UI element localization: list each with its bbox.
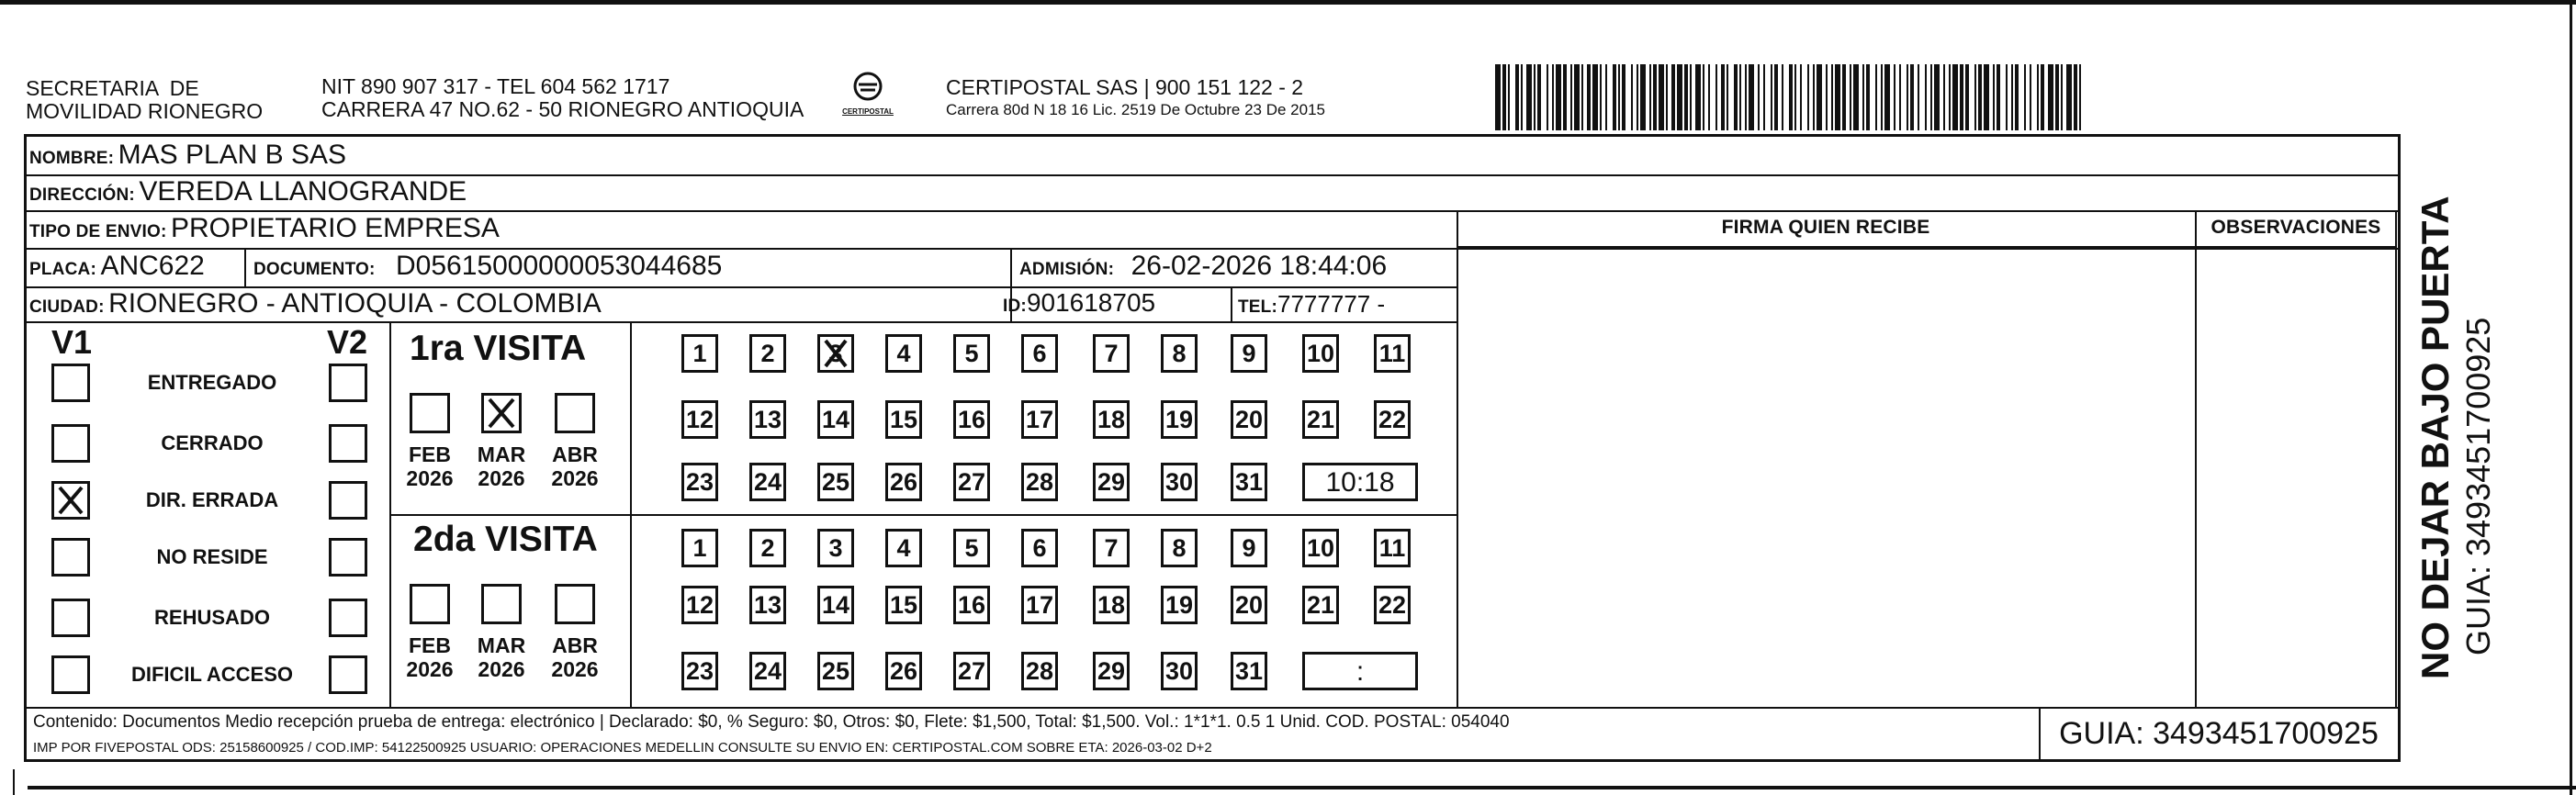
barcode-bar bbox=[1853, 64, 1859, 130]
month-name: MAR bbox=[477, 633, 526, 657]
barcode-bar bbox=[1794, 64, 1796, 130]
address-line: CARRERA 47 NO.62 - 50 RIONEGRO ANTIOQUIA bbox=[321, 97, 804, 121]
day-box[interactable]: 27 bbox=[953, 463, 990, 501]
month-name: FEB bbox=[409, 442, 451, 466]
day-box[interactable]: 13 bbox=[749, 400, 786, 439]
day-box[interactable]: 10 bbox=[1302, 529, 1339, 567]
day-box[interactable]: 31 bbox=[1231, 463, 1267, 501]
status-label: REHUSADO bbox=[154, 606, 270, 629]
day-box[interactable]: 2 bbox=[749, 334, 786, 373]
contenido-line: Contenido: Documentos Medio recepción prueba de entrega: electrónico | Declarado: $0, % Seguro: $0, Otros: $0, Flete: $1,500, Total: $1,500. Vol.: 1*1*1. 0.5 1 Unid. COD. POSTAL: 054040 bbox=[33, 712, 1510, 732]
month-label bbox=[397, 633, 463, 681]
day-box[interactable]: 19 bbox=[1161, 586, 1198, 624]
v1-checkbox[interactable] bbox=[51, 599, 90, 637]
day-box[interactable]: 16 bbox=[953, 586, 990, 624]
x-mark-icon bbox=[54, 484, 87, 517]
day-box[interactable]: 17 bbox=[1021, 586, 1058, 624]
barcode-bar bbox=[1563, 64, 1567, 130]
firma-header bbox=[1457, 217, 2195, 239]
barcode-bar bbox=[1993, 64, 1995, 130]
top-border bbox=[0, 0, 2576, 5]
rule-7 bbox=[24, 707, 2401, 709]
time-box[interactable]: 10:18 bbox=[1302, 463, 1418, 501]
barcode-bar bbox=[1774, 64, 1778, 130]
barcode-bar bbox=[1618, 64, 1620, 130]
barcode-bar bbox=[1925, 64, 1927, 130]
barcode-bar bbox=[1495, 64, 1501, 130]
second-visit-title: 2da VISITA bbox=[413, 520, 598, 559]
barcode-bar bbox=[1631, 64, 1633, 130]
barcode-bar bbox=[1653, 64, 1657, 130]
barcode-bar bbox=[2037, 64, 2039, 130]
barcode-bar bbox=[1949, 64, 1951, 130]
barcode-bar bbox=[2048, 64, 2053, 130]
day-box[interactable]: 6 bbox=[1021, 334, 1058, 373]
placa-row bbox=[29, 251, 205, 282]
day-box[interactable]: 14 bbox=[817, 586, 854, 624]
barcode-bar bbox=[1800, 64, 1802, 130]
ciudad-label: CIUDAD: bbox=[29, 297, 105, 317]
barcode-bar bbox=[1943, 64, 1945, 130]
barcode-bar bbox=[2074, 64, 2077, 130]
barcode-bar bbox=[1521, 64, 1523, 130]
observaciones-label: OBSERVACIONES bbox=[2210, 217, 2381, 238]
barcode-bar bbox=[2011, 64, 2013, 130]
nombre-value: MAS PLAN B SAS bbox=[118, 140, 347, 170]
admision-label: ADMISIÓN: bbox=[1019, 260, 1115, 279]
right-border bbox=[2570, 0, 2572, 795]
barcode-bar bbox=[1817, 64, 1822, 130]
barcode-bar bbox=[1910, 64, 1914, 130]
barcode-bar bbox=[1739, 64, 1741, 130]
day-box[interactable]: 13 bbox=[749, 586, 786, 624]
barcode-bar bbox=[1842, 64, 1846, 130]
v1-checkbox[interactable] bbox=[51, 364, 90, 402]
day-box[interactable]: 29 bbox=[1093, 463, 1130, 501]
barcode-bar bbox=[1866, 64, 1870, 130]
barcode-bar bbox=[1537, 64, 1541, 130]
col-obs-left bbox=[2195, 210, 2197, 707]
month-checkbox[interactable] bbox=[481, 393, 522, 433]
barcode-bar bbox=[1835, 64, 1840, 130]
barcode-bar bbox=[1613, 64, 1616, 130]
direccion-label: DIRECCIÓN: bbox=[29, 185, 135, 205]
barcode-bar bbox=[1918, 64, 1919, 130]
month-label bbox=[542, 633, 608, 681]
barcode-bar bbox=[1715, 64, 1717, 130]
barcode-bar bbox=[1552, 64, 1554, 130]
barcode-bar bbox=[1671, 64, 1675, 130]
direccion-row bbox=[29, 176, 467, 207]
barcode-bar bbox=[1789, 64, 1793, 130]
barcode-bar bbox=[1666, 64, 1668, 130]
day-box[interactable]: 12 bbox=[681, 586, 718, 624]
month-name: FEB bbox=[409, 633, 451, 657]
barcode-bar bbox=[1659, 64, 1664, 130]
day-box[interactable]: 15 bbox=[885, 400, 922, 439]
bottom-border bbox=[28, 786, 2576, 789]
month-label bbox=[397, 442, 463, 490]
status-label: CERRADO bbox=[161, 431, 264, 454]
nombre-label: NOMBRE: bbox=[29, 149, 115, 168]
barcode-bar bbox=[1592, 64, 1598, 130]
col-placa bbox=[244, 248, 246, 286]
barcode-bar bbox=[1875, 64, 1877, 130]
barcode-bar bbox=[1826, 64, 1828, 130]
barcode-bar bbox=[1997, 64, 2000, 130]
ciudad-row bbox=[29, 288, 602, 319]
issuer bbox=[26, 77, 263, 123]
tipo-row bbox=[29, 213, 500, 244]
barcode-bar bbox=[1771, 64, 1772, 130]
month-name: MAR bbox=[477, 442, 526, 466]
status-label: DIFICIL ACCESO bbox=[130, 663, 293, 686]
barcode-bar bbox=[2066, 64, 2072, 130]
no-dejar-bajo-puerta: NO DEJAR BAJO PUERTA bbox=[2413, 196, 2457, 679]
month-year: 2026 bbox=[551, 466, 599, 490]
barcode-bar bbox=[1831, 64, 1833, 130]
rule-firma-header bbox=[1457, 246, 2397, 248]
month-checkbox[interactable] bbox=[410, 393, 450, 433]
v1-checkbox[interactable] bbox=[51, 538, 90, 577]
barcode-bar bbox=[1502, 64, 1506, 130]
day-box[interactable]: 18 bbox=[1093, 586, 1130, 624]
barcode-bar bbox=[1684, 64, 1688, 130]
barcode-bar bbox=[1721, 64, 1725, 130]
status-label: DIR. ERRADA bbox=[145, 488, 279, 511]
imp-line: IMP POR FIVEPOSTAL ODS: 25158600925 / COD.IMP: 54122500925 USUARIO: OPERACIONES MEDELLIN CONSULTE SU ENVIO EN: CERTIPOSTAL.COM SOBRE ETA: 2026-03-02 D+2 bbox=[33, 740, 1212, 756]
tipo-label: TIPO DE ENVIO: bbox=[29, 222, 167, 241]
barcode-bar bbox=[1677, 64, 1682, 130]
barcode-bar bbox=[1934, 64, 1940, 130]
month-year: 2026 bbox=[478, 657, 525, 681]
nombre-row bbox=[29, 140, 346, 171]
guia-box: GUIA: 3493451700925 bbox=[2059, 716, 2379, 751]
tel-row bbox=[1238, 290, 1385, 319]
v2-checkbox[interactable] bbox=[329, 655, 367, 694]
barcode-bar bbox=[1862, 64, 1864, 130]
barcode-bar bbox=[1807, 64, 1809, 130]
day-box[interactable]: 4 bbox=[885, 529, 922, 567]
barcode-bar bbox=[1978, 64, 1982, 130]
col-status bbox=[389, 321, 391, 707]
barcode-bar bbox=[1782, 64, 1783, 130]
certipostal-logo-icon bbox=[849, 72, 886, 105]
day-box[interactable]: 21 bbox=[1302, 400, 1339, 439]
barcode-bar bbox=[1649, 64, 1651, 130]
barcode-bar bbox=[1749, 64, 1754, 130]
barcode-bar bbox=[2041, 64, 2044, 130]
day-box[interactable]: 16 bbox=[953, 400, 990, 439]
day-box[interactable]: 15 bbox=[885, 586, 922, 624]
day-box[interactable]: 25 bbox=[817, 463, 854, 501]
barcode-bar bbox=[1984, 64, 1989, 130]
day-box[interactable]: 26 bbox=[885, 652, 922, 690]
day-box[interactable]: 3 bbox=[817, 334, 854, 373]
day-box[interactable]: 24 bbox=[749, 463, 786, 501]
barcode-bar bbox=[2006, 64, 2008, 130]
month-year: 2026 bbox=[406, 657, 454, 681]
day-box[interactable]: 19 bbox=[1161, 400, 1198, 439]
day-box[interactable]: 1 bbox=[681, 529, 718, 567]
tel-label: TEL: bbox=[1238, 297, 1278, 317]
day-box[interactable]: 23 bbox=[681, 463, 718, 501]
barcode-bar bbox=[1734, 64, 1738, 130]
barcode-bar bbox=[1881, 64, 1883, 130]
v1-checkbox[interactable] bbox=[51, 481, 90, 520]
day-box[interactable]: 26 bbox=[885, 463, 922, 501]
v2-checkbox[interactable] bbox=[329, 481, 367, 520]
day-box[interactable]: 4 bbox=[885, 334, 922, 373]
logo-text: CERTIPOSTAL bbox=[842, 107, 894, 116]
barcode-bar bbox=[1727, 64, 1728, 130]
admision-value: 26-02-2026 18:44:06 bbox=[1131, 251, 1388, 281]
day-box[interactable]: 27 bbox=[953, 652, 990, 690]
month-label bbox=[468, 442, 534, 490]
x-mark-icon bbox=[820, 337, 851, 370]
side-guia: GUIA: 3493451700925 bbox=[2459, 317, 2497, 655]
v2-checkbox[interactable] bbox=[329, 538, 367, 577]
barcode-bar bbox=[1570, 64, 1572, 130]
day-box[interactable]: 28 bbox=[1021, 652, 1058, 690]
day-box[interactable]: 12 bbox=[681, 400, 718, 439]
day-box[interactable]: 22 bbox=[1374, 400, 1411, 439]
barcode-bar bbox=[1640, 64, 1646, 130]
barcode-bar bbox=[1587, 64, 1591, 130]
barcode-bar bbox=[1581, 64, 1583, 130]
issuer-line-1: SECRETARIA DE bbox=[26, 76, 199, 100]
barcode-bar bbox=[1703, 64, 1704, 130]
day-box[interactable]: 11 bbox=[1374, 334, 1411, 373]
placa-label: PLACA: bbox=[29, 260, 96, 279]
day-box[interactable]: 8 bbox=[1161, 334, 1198, 373]
rule-2 bbox=[24, 210, 2401, 212]
v2-checkbox[interactable] bbox=[329, 424, 367, 463]
time-box[interactable]: : bbox=[1302, 652, 1418, 690]
x-mark-icon bbox=[484, 396, 519, 431]
day-box[interactable]: 5 bbox=[953, 334, 990, 373]
day-box[interactable]: 17 bbox=[1021, 400, 1058, 439]
direccion-value: VEREDA LLANOGRANDE bbox=[139, 176, 467, 207]
day-box[interactable]: 5 bbox=[953, 529, 990, 567]
ciudad-value: RIONEGRO - ANTIOQUIA - COLOMBIA bbox=[108, 288, 602, 319]
barcode-bar bbox=[1534, 64, 1535, 130]
barcode-bar bbox=[2024, 64, 2026, 130]
tel-value: 7777777 - bbox=[1277, 290, 1386, 318]
barcode-bar bbox=[1690, 64, 1692, 130]
nit-block bbox=[321, 75, 804, 121]
v1-checkbox[interactable] bbox=[51, 424, 90, 463]
day-box[interactable]: 30 bbox=[1161, 652, 1198, 690]
day-box[interactable]: 9 bbox=[1231, 529, 1267, 567]
issuer-line-2: MOVILIDAD RIONEGRO bbox=[26, 99, 264, 123]
barcode-bar bbox=[1965, 64, 1969, 130]
carrier-block bbox=[946, 75, 1325, 121]
day-box[interactable]: 20 bbox=[1231, 586, 1267, 624]
barcode-bar bbox=[2015, 64, 2019, 130]
documento-value: D05615000000053044685 bbox=[396, 251, 723, 281]
day-box[interactable]: 7 bbox=[1093, 529, 1130, 567]
barcode-bar bbox=[1763, 64, 1765, 130]
day-box[interactable]: 14 bbox=[817, 400, 854, 439]
month-checkbox[interactable] bbox=[410, 584, 450, 624]
barcode-bar bbox=[1894, 64, 1895, 130]
barcode-bar bbox=[2061, 64, 2063, 130]
day-box[interactable]: 2 bbox=[749, 529, 786, 567]
day-box[interactable]: 9 bbox=[1231, 334, 1267, 373]
placa-value: ANC622 bbox=[100, 251, 205, 281]
col-months bbox=[630, 321, 632, 707]
day-box[interactable]: 23 bbox=[681, 652, 718, 690]
barcode-bar bbox=[1952, 64, 1958, 130]
barcode-bar bbox=[1637, 64, 1638, 130]
day-box[interactable]: 11 bbox=[1374, 529, 1411, 567]
v2-checkbox[interactable] bbox=[329, 599, 367, 637]
barcode-bar bbox=[1508, 64, 1510, 130]
id-label: ID: bbox=[1003, 297, 1027, 316]
v2-checkbox[interactable] bbox=[329, 364, 367, 402]
barcode-bar bbox=[1515, 64, 1519, 130]
left-tick bbox=[13, 769, 15, 795]
day-box[interactable]: 28 bbox=[1021, 463, 1058, 501]
certipostal-logo bbox=[830, 72, 906, 129]
barcode-bar bbox=[2079, 64, 2081, 130]
carrier-license: Carrera 80d N 18 16 Lic. 2519 De Octubre 23 De 2015 bbox=[946, 101, 1325, 118]
barcode-bar bbox=[1930, 64, 1932, 130]
barcode-bar bbox=[1974, 64, 1976, 130]
barcode-bar bbox=[1695, 64, 1701, 130]
month-year: 2026 bbox=[551, 657, 599, 681]
id-value: 901618705 bbox=[1026, 288, 1156, 317]
day-box[interactable]: 7 bbox=[1093, 334, 1130, 373]
tipo-value: PROPIETARIO EMPRESA bbox=[171, 213, 500, 243]
nit-line: NIT 890 907 317 - TEL 604 562 1717 bbox=[321, 74, 670, 98]
first-visit-title: 1ra VISITA bbox=[410, 329, 587, 368]
day-box[interactable]: 18 bbox=[1093, 400, 1130, 439]
barcode-bar bbox=[1899, 64, 1901, 130]
barcode-bar bbox=[1813, 64, 1815, 130]
barcode-bar bbox=[1605, 64, 1607, 130]
v1-label: V1 bbox=[51, 323, 93, 361]
barcode-bar bbox=[2030, 64, 2031, 130]
col-tel bbox=[1231, 286, 1232, 321]
barcode-bar bbox=[1526, 64, 1532, 130]
month-label bbox=[468, 633, 534, 681]
day-box[interactable]: 21 bbox=[1302, 586, 1339, 624]
day-box[interactable]: 1 bbox=[681, 334, 718, 373]
day-box[interactable]: 30 bbox=[1161, 463, 1198, 501]
day-box[interactable]: 8 bbox=[1161, 529, 1198, 567]
day-box[interactable]: 6 bbox=[1021, 529, 1058, 567]
month-checkbox[interactable] bbox=[481, 584, 522, 624]
month-checkbox[interactable] bbox=[555, 584, 595, 624]
day-box[interactable]: 20 bbox=[1231, 400, 1267, 439]
barcode-bar bbox=[1758, 64, 1760, 130]
col-obs-right bbox=[2395, 210, 2397, 707]
id-row bbox=[1003, 288, 1155, 318]
status-label: NO RESIDE bbox=[156, 545, 268, 568]
day-box[interactable]: 25 bbox=[817, 652, 854, 690]
barcode-bar bbox=[1600, 64, 1602, 130]
barcode-bar bbox=[1708, 64, 1710, 130]
barcode-bar bbox=[1745, 64, 1747, 130]
day-box[interactable]: 10 bbox=[1302, 334, 1339, 373]
month-label bbox=[542, 442, 608, 490]
month-year: 2026 bbox=[478, 466, 525, 490]
admision-row bbox=[1019, 251, 1387, 282]
day-box[interactable]: 22 bbox=[1374, 586, 1411, 624]
barcode-bar bbox=[1884, 64, 1890, 130]
day-box[interactable]: 24 bbox=[749, 652, 786, 690]
month-checkbox[interactable] bbox=[555, 393, 595, 433]
observaciones-header bbox=[2197, 217, 2395, 239]
barcode-bar bbox=[1574, 64, 1580, 130]
barcode bbox=[1495, 64, 2221, 130]
day-box[interactable]: 31 bbox=[1231, 652, 1267, 690]
documento-row bbox=[253, 251, 722, 282]
rule-6 bbox=[391, 514, 1458, 516]
rule-5 bbox=[24, 321, 1458, 323]
barcode-bar bbox=[1907, 64, 1908, 130]
rule-3 bbox=[24, 248, 2401, 250]
month-name: ABR bbox=[552, 442, 598, 466]
v2-label: V2 bbox=[327, 323, 368, 361]
barcode-bar bbox=[1547, 64, 1548, 130]
v1-checkbox[interactable] bbox=[51, 655, 90, 694]
barcode-bar bbox=[1960, 64, 1963, 130]
barcode-bar bbox=[1622, 64, 1625, 130]
col-firma-left bbox=[1457, 210, 1458, 707]
firma-label: FIRMA QUIEN RECIBE bbox=[1721, 217, 1930, 238]
status-label: ENTREGADO bbox=[147, 371, 277, 394]
barcode-bar bbox=[1556, 64, 1561, 130]
month-year: 2026 bbox=[406, 466, 454, 490]
month-name: ABR bbox=[552, 633, 598, 657]
barcode-bar bbox=[2055, 64, 2059, 130]
carrier-line: CERTIPOSTAL SAS | 900 151 122 - 2 bbox=[946, 75, 1304, 99]
day-box[interactable]: 29 bbox=[1093, 652, 1130, 690]
barcode-bar bbox=[1850, 64, 1851, 130]
documento-label: DOCUMENTO: bbox=[253, 260, 376, 279]
day-box[interactable]: 3 bbox=[817, 529, 854, 567]
